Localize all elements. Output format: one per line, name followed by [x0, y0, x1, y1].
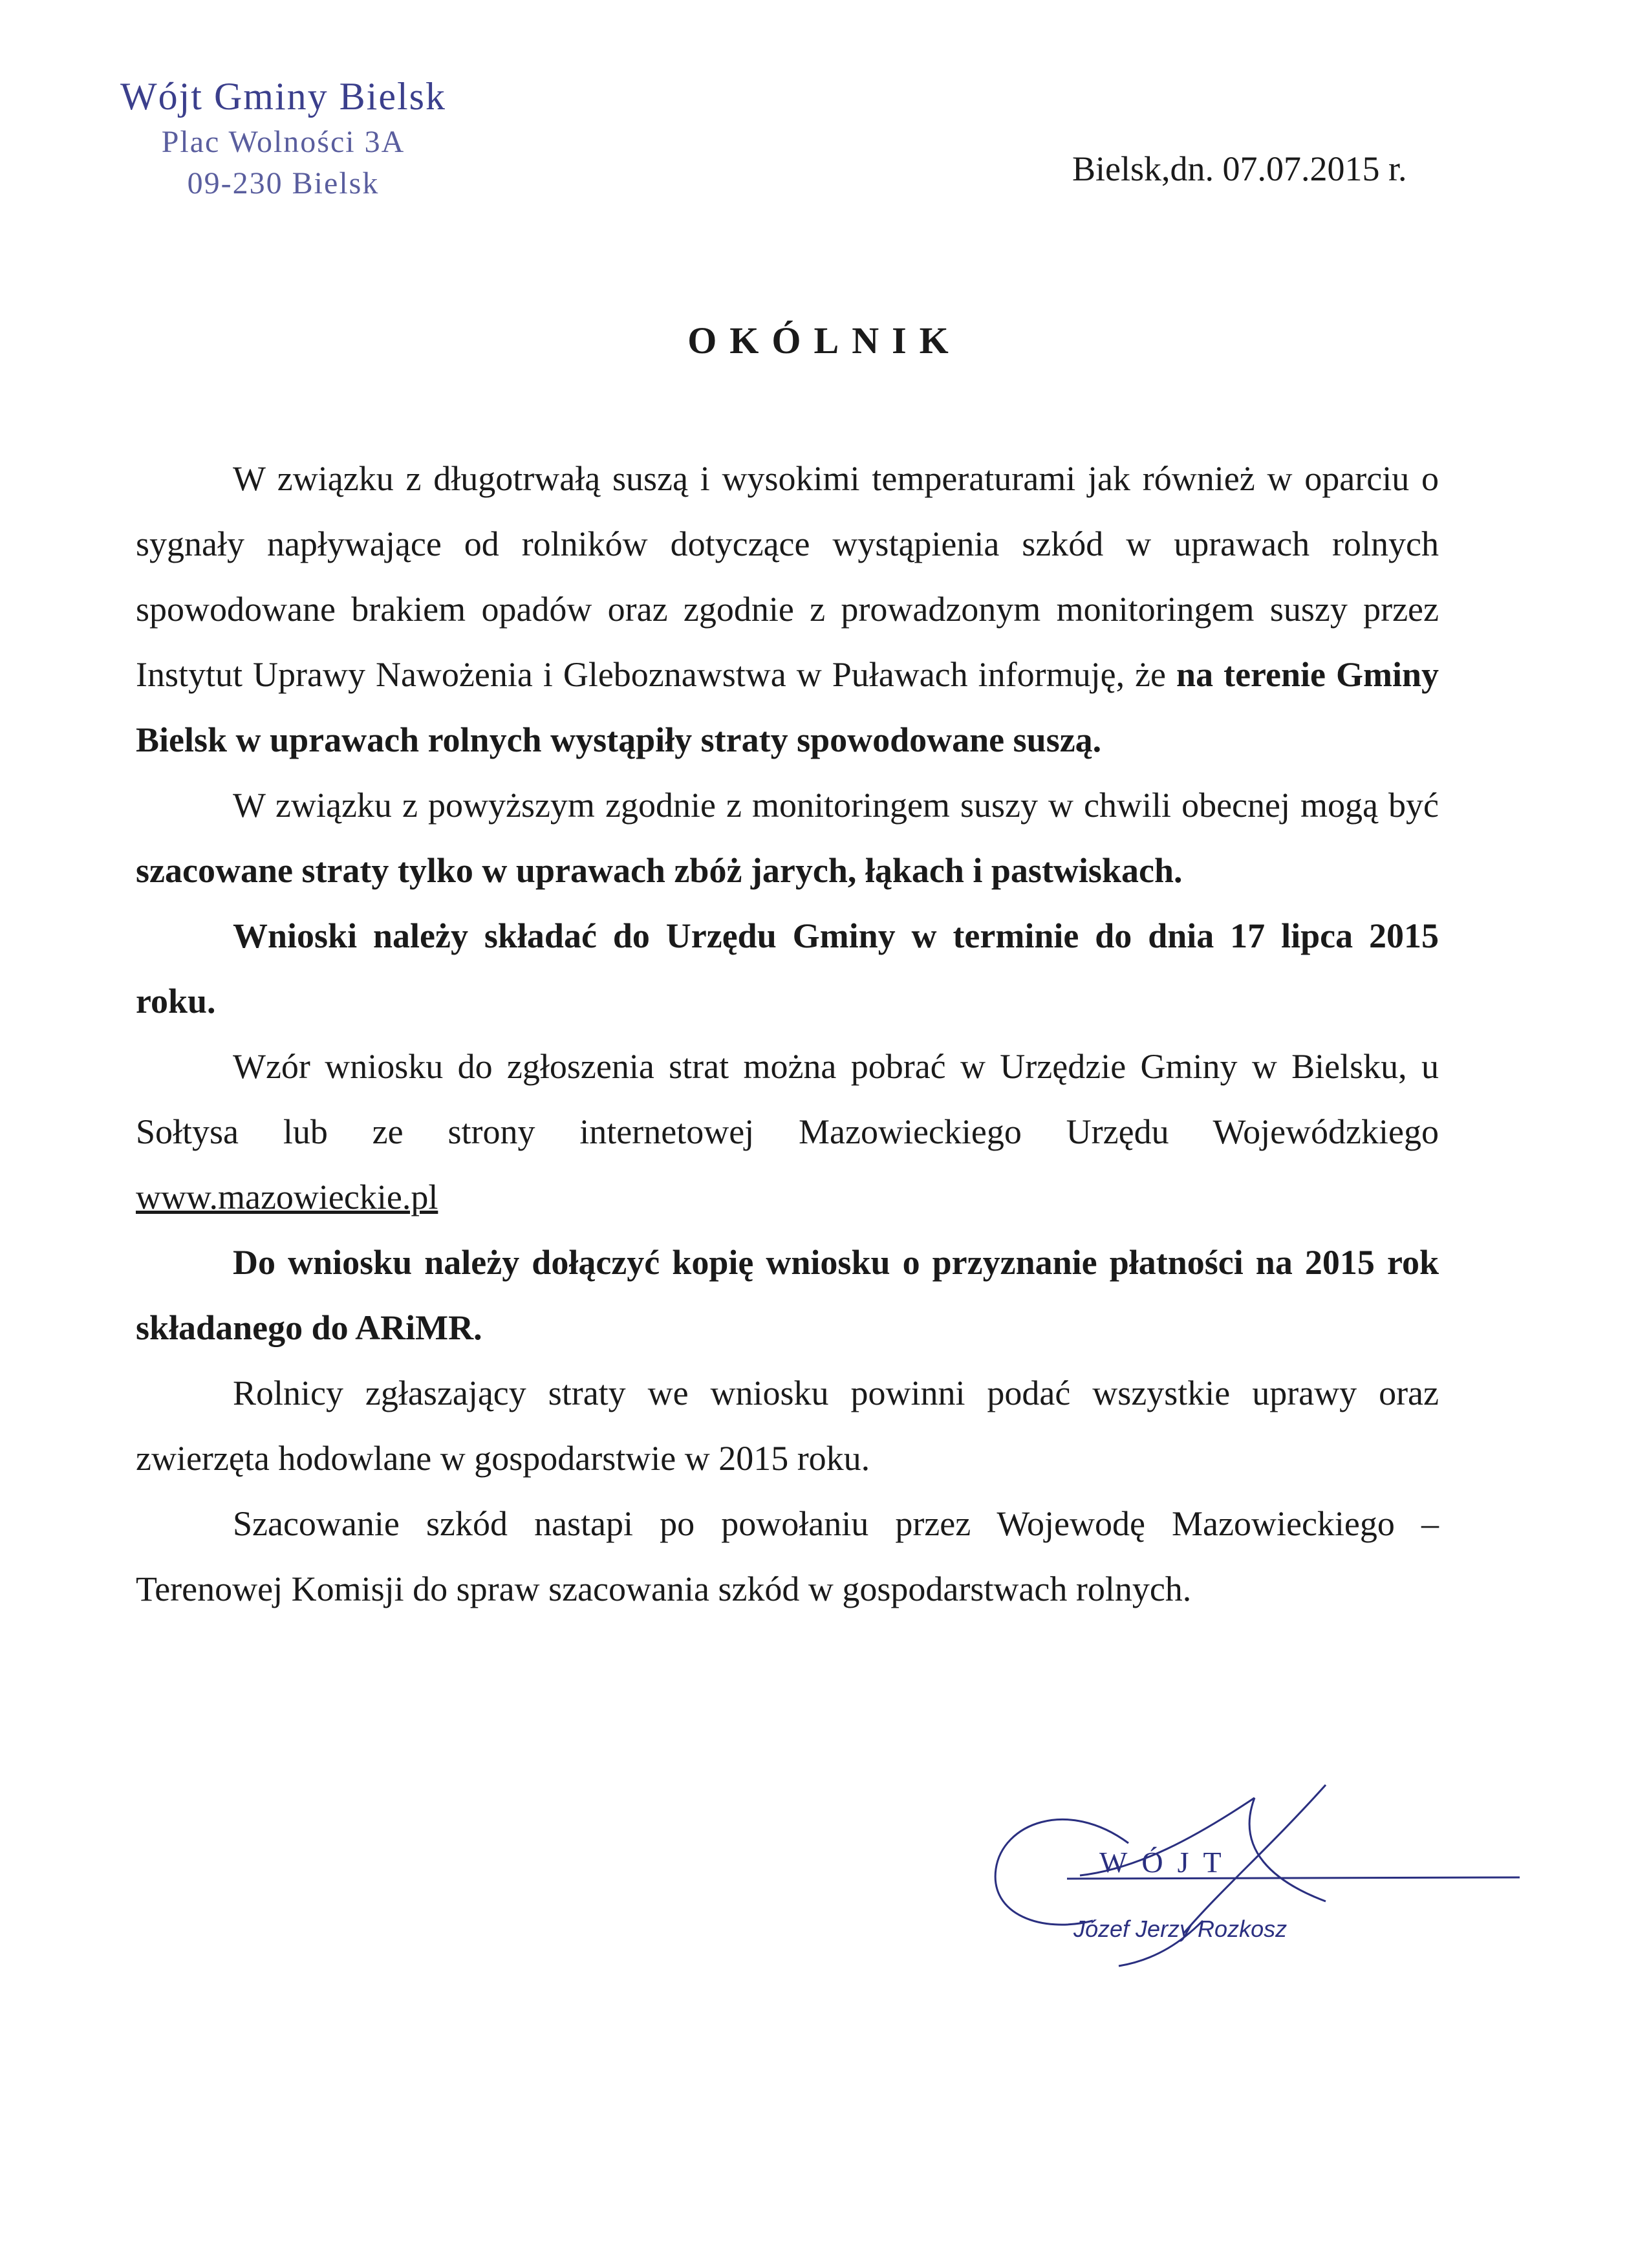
document-title: OKÓLNIK — [687, 319, 962, 362]
paragraph-4-text: Wzór wniosku do zgłoszenia strat można pobrać w Urzędzie Gminy w Bielsku, u Sołtysa lub ze strony internetowej Mazowieckiego Urzędu Wojewódzkiego — [136, 1047, 1439, 1151]
paragraph-2-text: W związku z powyższym zgodnie z monitoringem suszy w chwili obecnej mogą być — [233, 786, 1439, 825]
paragraph-1-text: W związku z długotrwałą suszą i wysokimi temperaturami jak również w oparciu o sygnały napływające od rolników dotyczące wystąpienia szkód w uprawach rolnych spowodowane brakiem opadów oraz zgodnie z prowadzonym monitoringem suszy przez Instytut Uprawy Nawożenia i Gleboznawstwa w Puławach informuję, że — [136, 459, 1439, 694]
paragraph-5-bold: Do wniosku należy dołączyć kopię wniosku o przyznanie płatności na 2015 rok składanego do ARiMR. — [136, 1243, 1439, 1347]
paragraph-1-bold: na terenie Gminy Bielsk w uprawach rolnych wystąpiły straty spowodowane suszą. — [136, 655, 1439, 759]
paragraph-5 — [136, 1230, 1439, 1361]
paragraph-2-bold: szacowane straty tylko w uprawach zbóż jarych, łąkach i pastwiskach. — [136, 851, 1183, 890]
paragraph-1 — [136, 446, 1439, 773]
paragraph-3 — [136, 903, 1439, 1034]
document-date: Bielsk,dn. 07.07.2015 r. — [1072, 149, 1407, 188]
stamp-street: Plac Wolności 3A — [161, 125, 405, 159]
signature-stamp — [989, 1772, 1539, 1985]
header-stamp — [102, 71, 464, 204]
signature-title: WÓJT — [1099, 1846, 1236, 1879]
paragraph-4 — [136, 1034, 1439, 1230]
stamp-postal-city: 09-230 Bielsk — [187, 166, 380, 200]
paragraph-3-bold: Wnioski należy składać do Urzędu Gminy w terminie do dnia 17 lipca 2015 roku. — [136, 916, 1439, 1021]
website-link[interactable]: www.mazowieckie.pl — [136, 1178, 438, 1216]
document-body — [136, 446, 1439, 1622]
paragraph-6: Rolnicy zgłaszający straty we wniosku powinni podać wszystkie uprawy oraz zwierzęta hodowlane w gospodarstwie w 2015 roku. — [136, 1374, 1439, 1478]
signature-name: Józef Jerzy Rozkosz — [1073, 1916, 1288, 1942]
paragraph-2 — [136, 773, 1439, 903]
paragraph-7: Szacowanie szkód nastapi po powołaniu przez Wojewodę Mazowieckiego – Terenowej Komisji do spraw szacowania szkód w gospodarstwach rolnych. — [136, 1504, 1439, 1608]
stamp-office-name: Wójt Gminy Bielsk — [120, 75, 446, 118]
